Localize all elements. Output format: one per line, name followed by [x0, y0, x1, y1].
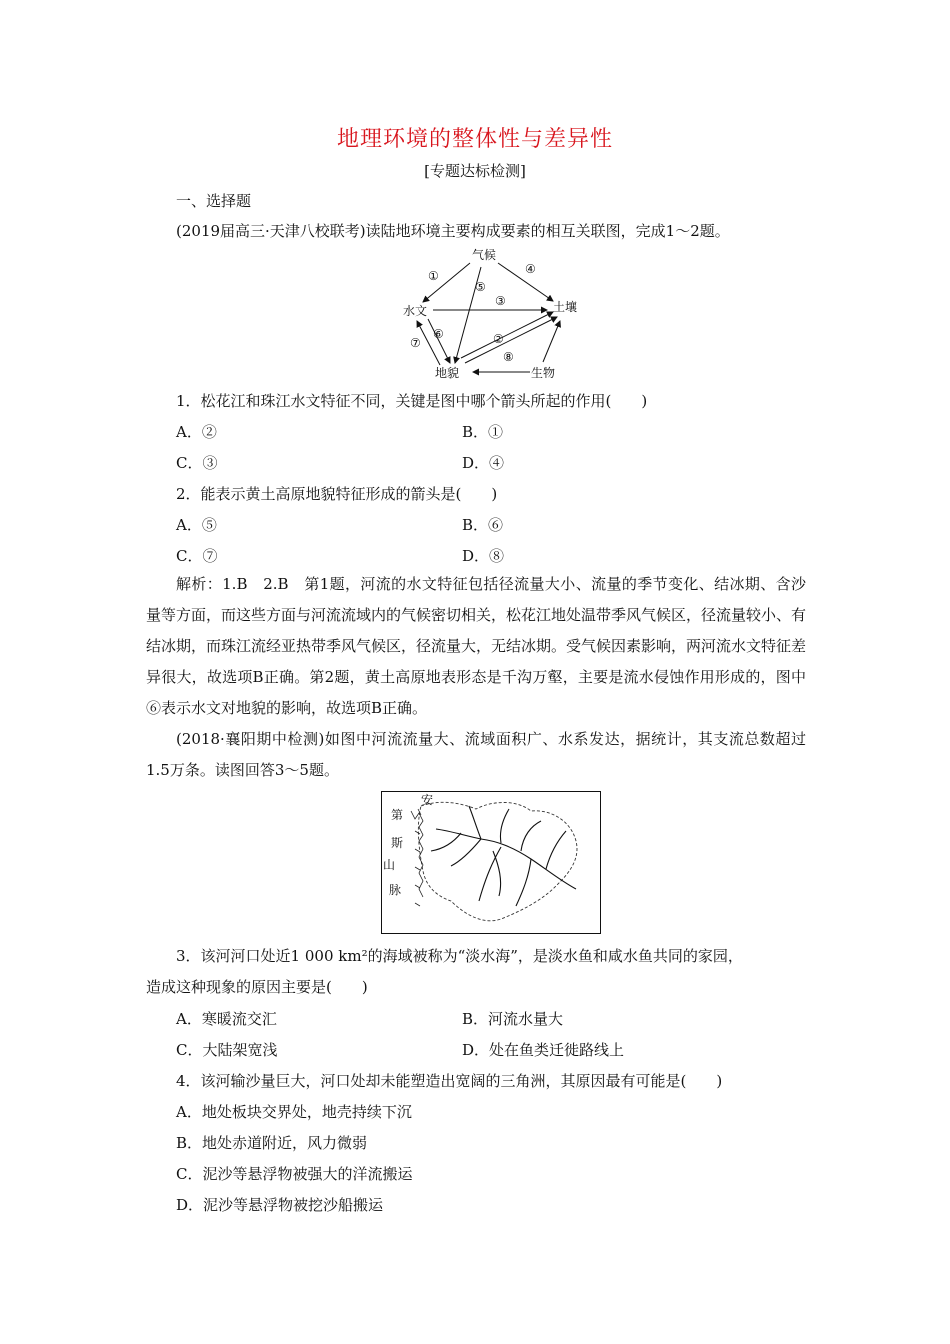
- q1-option-d: D．④: [462, 454, 505, 472]
- arrow-label-7: ⑦: [410, 336, 421, 350]
- map-label-mai: 脉: [389, 883, 402, 897]
- map-label-an: 安: [421, 793, 434, 807]
- q1-option-a: A．②: [176, 423, 217, 441]
- question-2-stem: 2．能表示黄土高原地貌特征形成的箭头是( ): [176, 485, 498, 503]
- q4-option-c: C．泥沙等悬浮物被强大的洋流搬运: [176, 1165, 413, 1183]
- arrow-label-2: ②: [493, 332, 504, 346]
- node-climate: 气候: [472, 248, 497, 262]
- q4-option-a: A．地处板块交界处，地壳持续下沉: [176, 1103, 412, 1121]
- q4-option-d: D．泥沙等悬浮物被挖沙船搬运: [176, 1196, 384, 1214]
- q3-option-b: B．河流水量大: [462, 1010, 564, 1028]
- page-title: 地理环境的整体性与差异性: [336, 127, 613, 152]
- element-relation-diagram: [395, 245, 585, 385]
- q4-option-b: B．地处赤道附近，风力微弱: [176, 1134, 368, 1152]
- question-1-stem: 1．松花江和珠江水文特征不同，关键是图中哪个箭头所起的作用( ): [176, 392, 648, 410]
- map-label-shan: 山: [383, 858, 396, 872]
- question-3-stem-line1: 3．该河河口处近1 000 km²的海域被称为“淡水海”，是淡水鱼和咸水鱼共同的家园，: [176, 947, 743, 965]
- map-label-di: 第: [391, 808, 404, 822]
- q2-option-a: A．⑤: [176, 516, 217, 534]
- node-soil: 土壤: [553, 300, 578, 314]
- node-landform: 地貌: [435, 366, 460, 380]
- q1-option-b: B．①: [462, 423, 504, 441]
- q1-option-c: C．③: [176, 454, 218, 472]
- q3-option-a: A．寒暖流交汇: [176, 1010, 277, 1028]
- section-heading: 一、选择题: [176, 192, 252, 210]
- q2-option-b: B．⑥: [462, 516, 504, 534]
- page-subtitle: [专题达标检测]: [424, 162, 526, 180]
- q3-option-c: C．大陆架宽浅: [176, 1041, 278, 1059]
- node-bio: 生物: [531, 366, 556, 380]
- intro-q3-5: (2018·襄阳期中检测)如图中河流流量大、流域面积广、水系发达，据统计，其支流总数超过1.5万条。读图回答3～5题。: [146, 730, 806, 779]
- arrow-label-4: ④: [525, 262, 536, 276]
- q2-option-c: C．⑦: [176, 547, 218, 565]
- q3-option-d: D．处在鱼类迁徙路线上: [462, 1041, 625, 1059]
- arrow-label-1: ①: [428, 269, 439, 283]
- question-4-stem: 4．该河输沙量巨大，河口处却未能塑造出宽阔的三角洲，其原因最有可能是( ): [176, 1072, 723, 1090]
- q2-option-d: D．⑧: [462, 547, 505, 565]
- arrow-label-6: ⑥: [433, 327, 444, 341]
- arrow-label-5: ⑤: [475, 280, 486, 294]
- analysis-paragraph: 解析：1.B 2.B 第1题，河流的水文特征包括径流量大小、流量的季节变化、结冰期、含沙量等方面，而这些方面与河流流域内的气候密切相关，松花江地处温带季风气候区，径流量较小、有结冰期，而珠江流经亚热带季风气候区，径流量大，无结冰期。受气候因素影响，两河流水文特征差异很大，故选项B正确。第2题，黄土高原地表形态是千沟万壑，主要是流水侵蚀作用形成的，图中⑥表示水文对地貌的影响，故选项B正确。: [146, 575, 807, 717]
- node-hydro: 水文: [403, 304, 428, 318]
- intro-q1-2: (2019届高三·天津八校联考)读陆地环境主要构成要素的相互关联图，完成1～2题。: [176, 222, 730, 240]
- river-basin-map: [381, 791, 601, 934]
- question-3-stem-line2: 造成这种现象的原因主要是( ): [146, 978, 368, 996]
- map-label-si: 斯: [391, 836, 404, 850]
- arrow-label-8: ⑧: [503, 350, 514, 364]
- arrow-label-3: ③: [495, 294, 506, 308]
